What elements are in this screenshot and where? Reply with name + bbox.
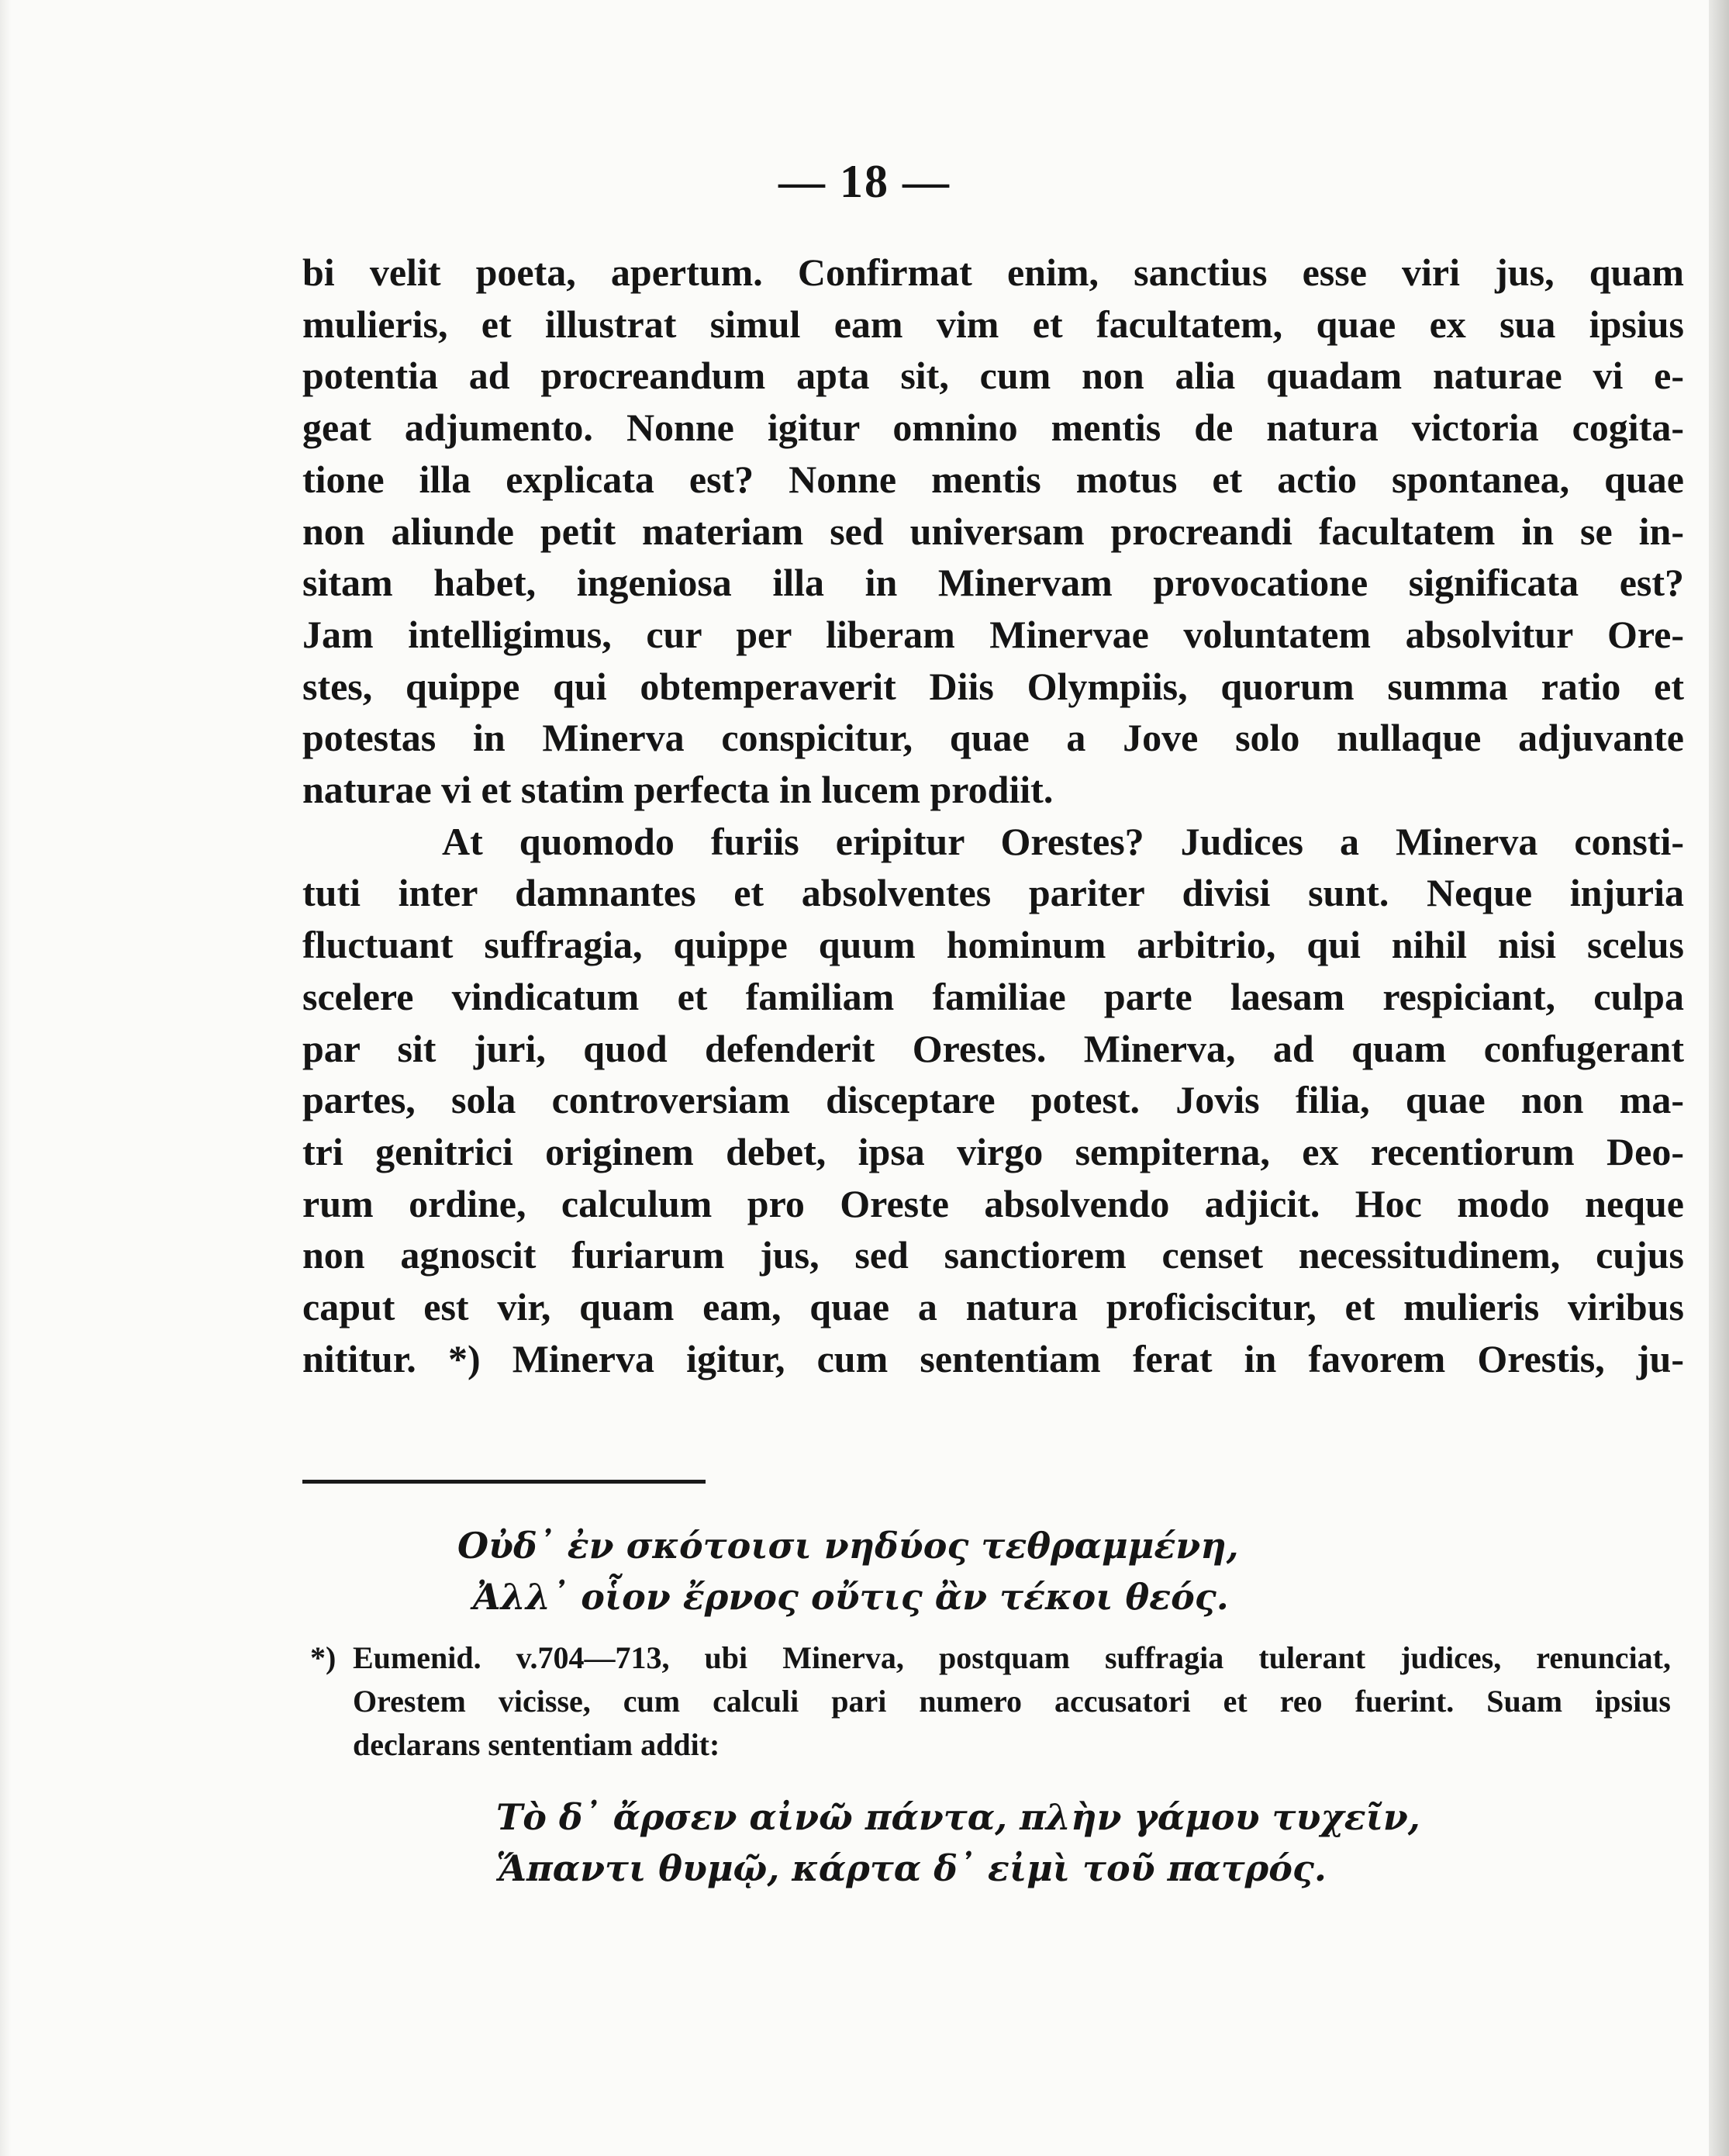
main-text <box>302 247 1684 1384</box>
text-line: partes, sola controversiam disceptare potest. Jovis filia, quae non ma- <box>302 1078 1684 1122</box>
text-line: tri genitrici originem debet, ipsa virgo sempiterna, ex recentiorum Deo- <box>302 1129 1684 1173</box>
footnote-rule <box>302 1480 706 1484</box>
text-line: tuti inter damnantes et absolventes pariter divisi sunt. Neque injuria <box>302 871 1684 915</box>
text-line: par sit juri, quod defenderit Orestes. Minerva, ad quam confugerant <box>302 1026 1684 1070</box>
verse-line: Τὸ δ᾽ ἄρσεν αἰνῶ πάντα, πλὴν γάμου τυχεῖν, <box>496 1796 1420 1838</box>
page-number: — 18 — <box>778 156 951 207</box>
text-line: bi velit poeta, apertum. Confirmat enim, sanctius esse viri jus, quam <box>302 250 1684 294</box>
text-line: nititur. *) Minerva igitur, cum sententiam ferat in favorem Orestis, ju- <box>302 1336 1684 1380</box>
greek-verse-top <box>457 1520 1729 1622</box>
footnote-line: Orestem vicisse, cum calculi pari numero accusatori et reo fuerint. Suam ipsius <box>353 1684 1671 1719</box>
text-line: rum ordine, calculum pro Oreste absolvendo adjicit. Hoc modo neque <box>302 1181 1684 1225</box>
paragraph-2 <box>302 816 1684 1385</box>
page-left-edge <box>0 0 11 2156</box>
text-line: mulieris, et illustrat simul eam vim et facultatem, quae ex sua ipsius <box>302 302 1684 346</box>
verse-line: Ἀλλ᾽ οἷον ἔρνος οὔτις ἂν τέκοι θεός. <box>473 1576 1229 1618</box>
paragraph-1 <box>302 247 1684 816</box>
text-line: potentia ad procreandum apta sit, cum non alia quadam naturae vi e- <box>302 354 1684 398</box>
verse-line: Ἅπαντι θυμῷ, κάρτα δ᾽ εἰμὶ τοῦ πατρός. <box>496 1847 1327 1889</box>
footnote-line: declarans sententiam addit: <box>353 1727 720 1762</box>
text-line: potestas in Minerva conspicitur, quae a Jove solo nullaque adjuvante <box>302 716 1684 760</box>
text-line: tione illa explicata est? Nonne mentis motus et actio spontanea, quae <box>302 457 1684 501</box>
text-line: non agnoscit furiarum jus, sed sanctiorem censet necessitudinem, cujus <box>302 1233 1684 1277</box>
text-line: At quomodo furiis eripitur Orestes? Judices a Minerva consti- <box>442 819 1684 863</box>
text-line: non aliunde petit materiam sed universam procreandi facultatem in se in- <box>302 509 1684 553</box>
text-line: stes, quippe qui obtemperaverit Diis Olympiis, quorum summa ratio et <box>302 664 1684 708</box>
text-line: geat adjumento. Nonne igitur omnino mentis de natura victoria cogita- <box>302 406 1684 450</box>
footnote-line: Eumenid. v.704—713, ubi Minerva, postquam suffragia tulerant judices, renunciat, <box>353 1640 1671 1675</box>
verse-line: Οὐδ᾽ ἐν σκότοισι νηδύος τεθραμμένη, <box>457 1525 1239 1567</box>
text-line: naturae vi et statim perfecta in lucem prodiit. <box>302 768 1054 812</box>
footnote <box>310 1636 1671 1767</box>
text-line: sitam habet, ingeniosa illa in Minervam provocatione significata est? <box>302 561 1684 605</box>
text-line: fluctuant suffragia, quippe quum hominum arbitrio, qui nihil nisi scelus <box>302 923 1684 967</box>
footnote-marker: *) <box>310 1640 336 1675</box>
text-line: Jam intelligimus, cur per liberam Minervae voluntatem absolvitur Ore- <box>302 612 1684 656</box>
greek-verse-bottom <box>496 1791 1729 1894</box>
text-line: caput est vir, quam eam, quae a natura proficiscitur, et mulieris viribus <box>302 1285 1684 1329</box>
text-line: scelere vindicatum et familiam familiae parte laesam respiciant, culpa <box>302 974 1684 1018</box>
